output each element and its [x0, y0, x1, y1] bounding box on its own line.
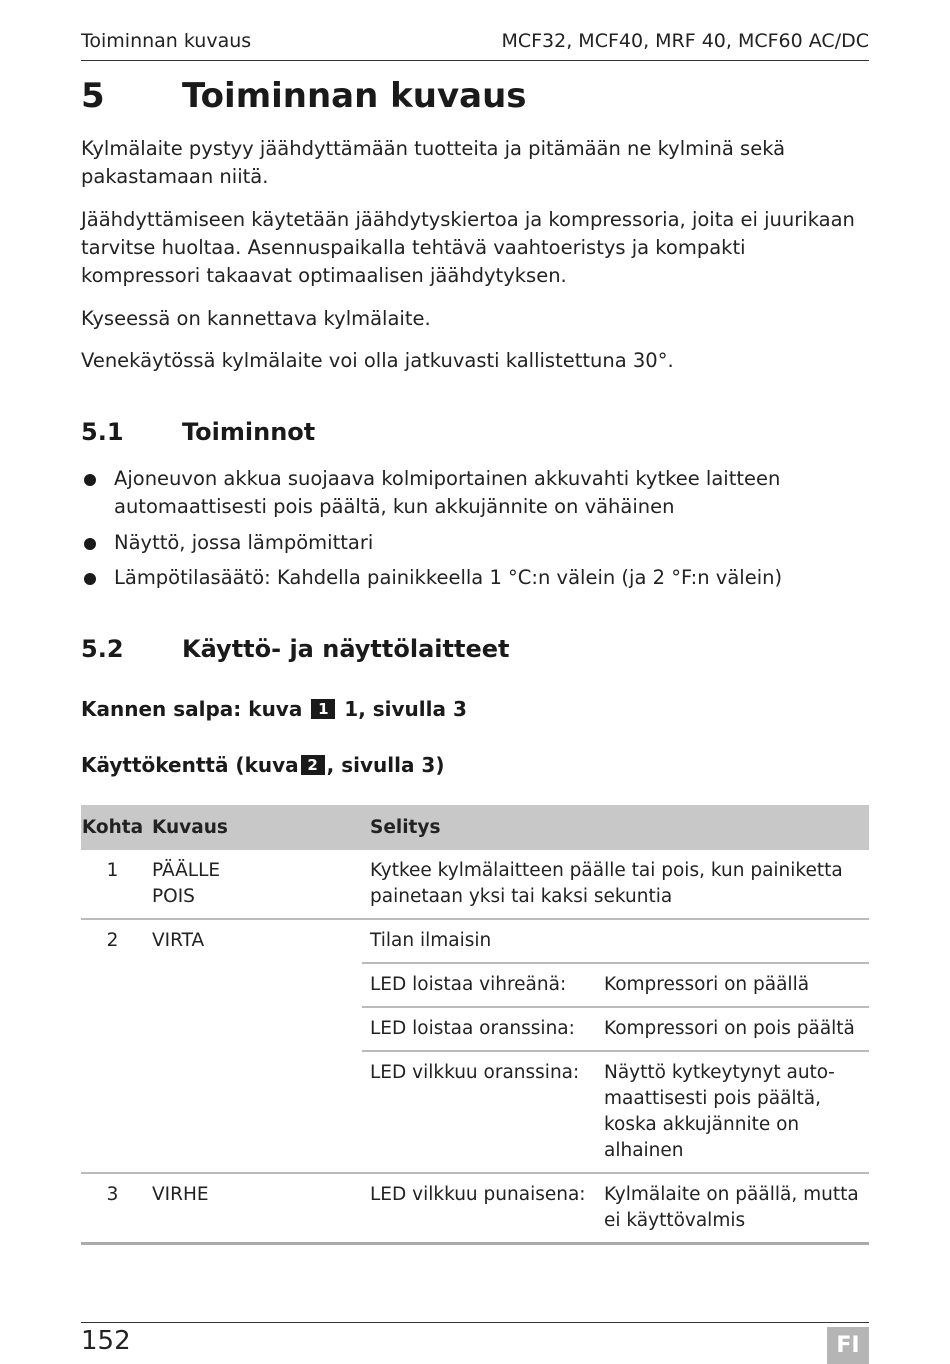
- control-panel-ref: , sivulla 3): [326, 753, 445, 777]
- cell-kuvaus-line: POIS: [152, 886, 195, 907]
- cell-kohta: 2: [81, 919, 144, 1173]
- paragraph-2: Jäähdyttämiseen käytetään jäähdytyskiertoa ja kompressoria, joita ei juurikaan tarvitse huoltaa. Asennuspaikalla tehtävä vaahtoeristys ja kompakti kompressori takaavat optimaalisen jäähdytyksen.: [81, 208, 855, 287]
- bullet-icon: [84, 573, 96, 585]
- figure-badge: 1: [311, 699, 335, 719]
- bullet-text: Ajoneuvon akkua suojaava kolmiportainen akkuvahti kytkee laitteen automaattisesti pois päältä, kun akkujännite on vähäinen: [114, 467, 781, 518]
- subsection-title: Käyttö- ja näyttölaitteet: [182, 635, 510, 663]
- footer-rule: [81, 1322, 869, 1323]
- cell-led-state: LED loistaa vihreänä:: [362, 963, 596, 1007]
- controls-table: [81, 805, 869, 1245]
- cell-led-state: LED loistaa oranssina:: [362, 1007, 596, 1051]
- subsection-title: Toiminnot: [182, 418, 316, 446]
- col-kuvaus: Kuvaus: [144, 805, 362, 850]
- bullet-icon: [84, 538, 96, 550]
- paragraph-1: Kylmälaite pystyy jäähdyttämään tuotteita ja pitämään ne kylminä sekä pakastamaan niitä.: [81, 137, 786, 188]
- control-panel-heading: [81, 753, 444, 777]
- table-row: [81, 850, 869, 919]
- cell-kohta: 1: [81, 850, 144, 919]
- paragraph-3: Kyseessä on kannettava kylmälaite.: [81, 307, 431, 330]
- table-header-row: [81, 805, 869, 850]
- bullet-item: [81, 465, 869, 521]
- cell-led-state: LED vilkkuu oranssina:: [362, 1051, 596, 1173]
- bullet-text: Näyttö, jossa lämpömittari: [114, 531, 374, 554]
- header-chapter: Toiminnan kuvaus: [81, 30, 252, 52]
- cell-meaning: Näyttö kytkeytynyt automaattisesti pois päältä, koska akkujännite on alhainen: [596, 1051, 869, 1173]
- cell-meaning: Kompressori on pois päältä: [596, 1007, 869, 1051]
- cell-kuvaus: VIRTA: [144, 919, 362, 1173]
- subsection-number: 5.1: [81, 418, 124, 446]
- section-title: Toiminnan kuvaus: [182, 76, 527, 116]
- figure-badge: 2: [301, 755, 325, 775]
- table-row: [81, 919, 869, 963]
- lid-latch-label: Kannen salpa: kuva: [81, 697, 303, 721]
- cell-kuvaus: [144, 850, 362, 919]
- bullet-item: [81, 564, 869, 592]
- cell-kuvaus-line: PÄÄLLE: [152, 860, 221, 881]
- lid-latch-ref: 1, sivulla 3: [344, 697, 467, 721]
- control-panel-label: Käyttökenttä (kuva: [81, 753, 299, 777]
- manual-page: [81, 0, 869, 1364]
- col-kohta: Kohta: [81, 805, 144, 850]
- col-selitys: Selitys: [362, 805, 869, 850]
- cell-meaning: Kylmälaite on päällä, mutta ei käyttövalmis: [596, 1173, 869, 1244]
- paragraph-4: Venekäytössä kylmälaite voi olla jatkuvasti kallistettuna 30°.: [81, 349, 674, 372]
- cell-selitys: Tilan ilmaisin: [362, 919, 869, 963]
- subsection-number: 5.2: [81, 635, 124, 663]
- table-row: [81, 1173, 869, 1244]
- cell-selitys: Kytkee kylmälaitteen päälle tai pois, kun painiketta painetaan yksi tai kaksi sekuntia: [362, 850, 869, 919]
- bullet-item: [81, 529, 869, 557]
- lid-latch-heading: [81, 697, 467, 721]
- cell-kohta: 3: [81, 1173, 144, 1244]
- running-header: [81, 30, 869, 61]
- cell-led-state: LED vilkkuu punaisena:: [362, 1173, 596, 1244]
- header-models: MCF32, MCF40, MRF 40, MCF60 AC/DC: [501, 30, 869, 52]
- bullet-text: Lämpötilasäätö: Kahdella painikkeella 1 °C:n välein (ja 2 °F:n välein): [114, 566, 783, 589]
- bullet-icon: [84, 474, 96, 486]
- page-number: 152: [81, 1326, 131, 1356]
- section-number: 5: [81, 76, 105, 116]
- cell-meaning: Kompressori on päällä: [596, 963, 869, 1007]
- cell-kuvaus: VIRHE: [144, 1173, 362, 1244]
- language-tab: FI: [827, 1327, 869, 1364]
